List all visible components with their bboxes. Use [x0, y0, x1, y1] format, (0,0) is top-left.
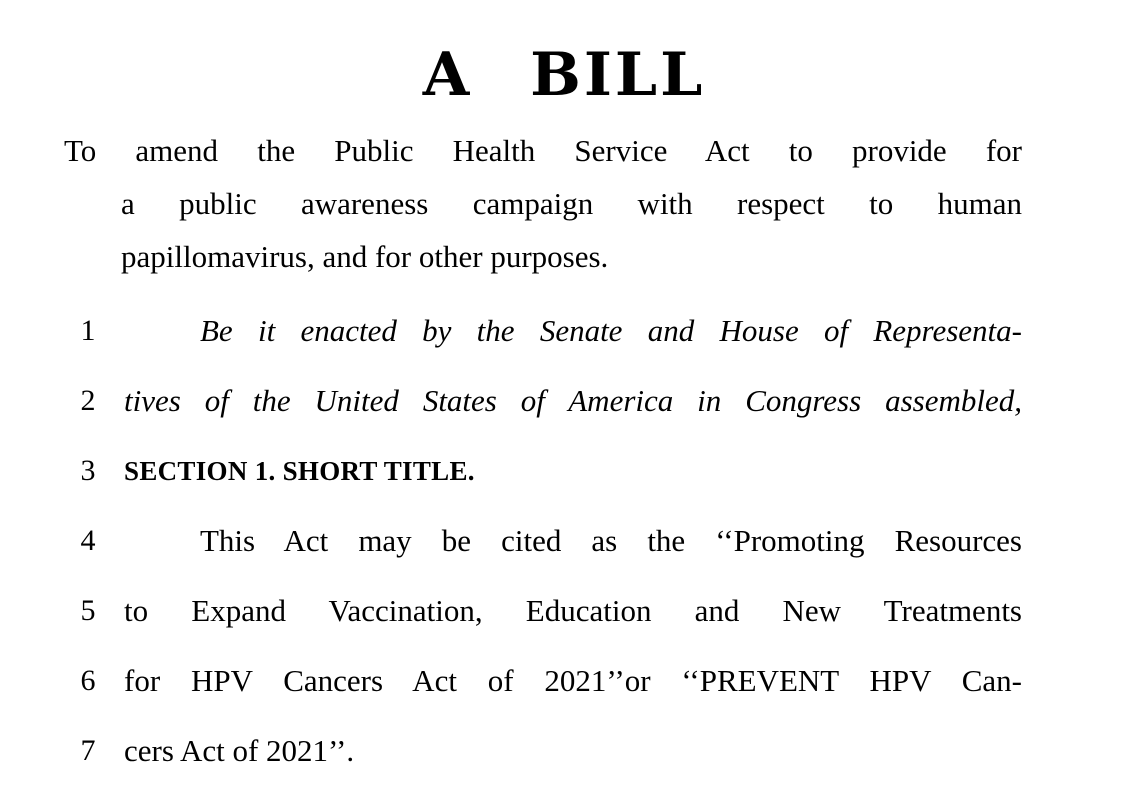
bill-line	[0, 716, 1128, 786]
line-text: cers Act of 2021’’.	[124, 733, 355, 768]
line-number: 6	[80, 664, 96, 697]
bill-line	[0, 646, 1128, 716]
line-number: 2	[80, 384, 96, 417]
long-title-line: papillomavirus, and for other purposes.	[121, 239, 609, 274]
line-text: for HPV Cancers Act of 2021’’or ‘‘PREVENT HPV Can-	[124, 663, 1022, 698]
line-number: 7	[80, 734, 96, 767]
long-title-line: To amend the Public Health Service Act to provide for	[64, 133, 1022, 168]
line-number: 4	[80, 524, 96, 557]
bill-line	[0, 366, 1128, 436]
bill-body	[0, 296, 1128, 786]
line-text: Be it enacted by the Senate and House of Representa-	[200, 313, 1022, 348]
bill-line	[0, 506, 1128, 576]
long-title-line: a public awareness campaign with respect to human	[121, 186, 1022, 221]
line-text: to Expand Vaccination, Education and New Treatments	[124, 593, 1022, 628]
bill-line	[0, 436, 1128, 506]
line-number: 5	[80, 594, 96, 627]
bill-line	[0, 576, 1128, 646]
section-heading: SECTION 1. SHORT TITLE.	[124, 456, 475, 486]
line-number: 3	[80, 454, 96, 487]
line-number: 1	[80, 314, 96, 347]
bill-long-title	[64, 124, 1022, 283]
bill-title: A BILL	[422, 40, 706, 110]
bill-line	[0, 296, 1128, 366]
line-text: tives of the United States of America in Congress assembled,	[124, 383, 1022, 418]
line-text: This Act may be cited as the ‘‘Promoting Resources	[200, 523, 1022, 558]
